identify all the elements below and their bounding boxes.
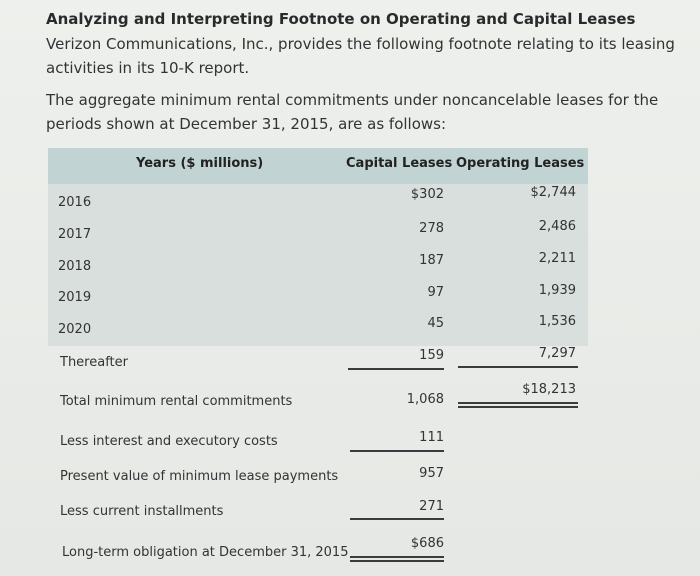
operating-total-double-rule-top	[458, 402, 578, 404]
capital-current-rule	[350, 518, 444, 520]
col-header-operating: Operating Leases	[456, 156, 585, 171]
operating-total-double-rule-bottom	[458, 406, 578, 408]
capital-present-value: 957	[419, 466, 444, 481]
row-label-2020: 2020	[58, 322, 92, 337]
total-label: Total minimum rental commitments	[60, 394, 293, 409]
row-label-thereafter: Thereafter	[60, 355, 128, 370]
capital-interest-rule	[350, 450, 444, 452]
capital-long-term: $686	[410, 536, 444, 551]
current-label: Less current installments	[60, 504, 224, 519]
row-label-2017: 2017	[58, 227, 92, 242]
operating-2016: $2,744	[530, 185, 576, 200]
capital-subtotal-rule	[348, 368, 444, 370]
page-title: Analyzing and Interpreting Footnote on Operating and Capital Leases	[46, 10, 636, 28]
capital-2016: $302	[410, 187, 444, 202]
commitments-paragraph: The aggregate minimum rental commitments under noncancelable leases for the periods shown at December 31, 2015, are as follows:	[46, 91, 659, 133]
capital-2020: 45	[427, 316, 444, 331]
row-label-2016: 2016	[58, 195, 92, 210]
capital-total: 1,068	[406, 392, 444, 407]
present-value-label: Present value of minimum lease payments	[60, 469, 339, 484]
interest-label: Less interest and executory costs	[60, 434, 278, 449]
operating-2019: 1,939	[538, 283, 576, 298]
operating-subtotal-rule	[458, 366, 578, 368]
operating-total: $18,213	[522, 382, 576, 397]
operating-2020: 1,536	[538, 314, 576, 329]
capital-thereafter: 159	[419, 348, 444, 363]
col-header-capital: Capital Leases	[346, 156, 453, 171]
operating-2017: 2,486	[538, 219, 576, 234]
row-label-2019: 2019	[58, 290, 92, 305]
operating-2018: 2,211	[538, 251, 576, 266]
capital-2019: 97	[427, 285, 444, 300]
capital-current: 271	[419, 499, 444, 514]
table-header	[48, 148, 588, 184]
capital-long-term-double-rule-top	[350, 556, 444, 558]
row-label-2018: 2018	[58, 259, 92, 274]
operating-thereafter: 7,297	[538, 346, 576, 361]
capital-long-term-double-rule-bottom	[350, 560, 444, 562]
col-header-years: Years ($ millions)	[136, 156, 264, 171]
capital-2018: 187	[419, 253, 444, 268]
capital-2017: 278	[419, 221, 444, 236]
intro-text: Verizon Communications, Inc., provides the following footnote relating to its leasing activities in its 10-K report.	[46, 35, 675, 77]
long-term-label: Long-term obligation at December 31, 2015	[62, 545, 349, 560]
capital-interest: 111	[419, 430, 444, 445]
